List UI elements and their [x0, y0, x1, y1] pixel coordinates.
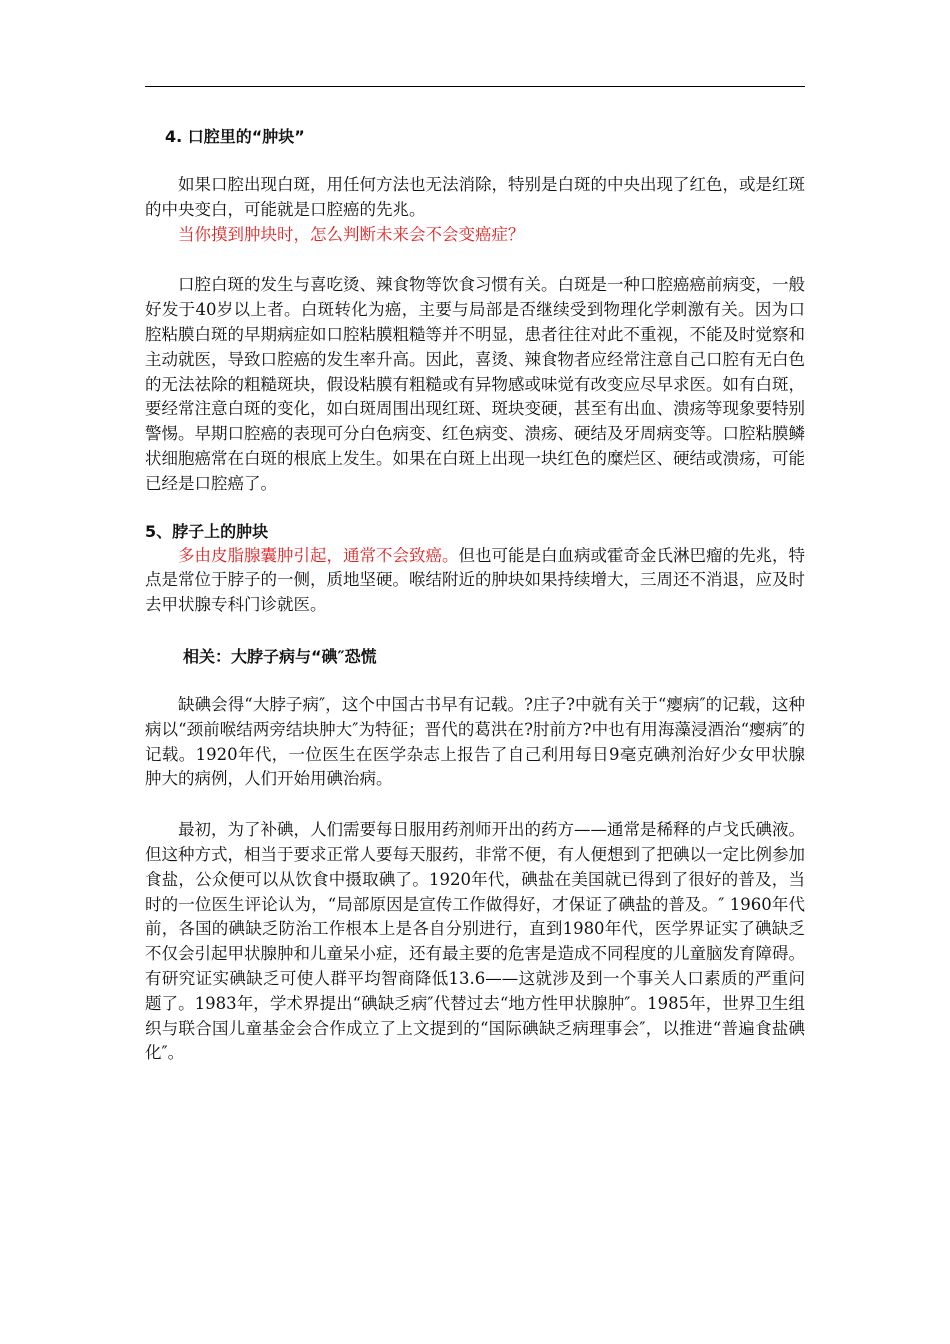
section-5-paragraph — [145, 544, 805, 618]
related-paragraph-2: 最初，为了补碘，人们需要每日服用药剂师开出的药方——通常是稀释的卢戈氏碘液。但这种方式，相当于要求正常人要每天服药，非常不便，有人便想到了把碘以一定比例参加食盐，公众便可以从饮食中摄取碘了。1920年代，碘盐在美国就已得到了很好的普及，当时的一位医生评论认为，“局部原因是宣传工作做得好，才保证了碘盐的普及。″ 1960年代前，各国的碘缺乏防治工作根本上是各自分别进行，直到1980年代，医学界证实了碘缺乏不仅会引起甲状腺肿和儿童呆小症，还有最主要的危害是造成不同程度的儿童脑发育障碍。有研究证实碘缺乏可使人群平均智商降低13.6——这就涉及到一个事关人口素质的严重问题了。1983年，学术界提出“碘缺乏病″代替过去“地方性甲状腺肿″。1985年，世界卫生组织与联合国儿童基金会合作成立了上文提到的“国际碘缺乏病理事会″，以推进“普遍食盐碘化″。 — [145, 820, 805, 1063]
section-4-question: 当你摸到肿块时，怎么判断未来会不会变癌症？ — [178, 224, 525, 244]
section-4-paragraph-1: 如果口腔出现白斑，用任何方法也无法消除，特别是白斑的中央出现了红色，或是红斑的中央变白，可能就是口腔癌的先兆。 — [145, 175, 805, 219]
related-heading: 相关：大脖子病与“碘″恐慌 — [183, 646, 377, 666]
section-5-heading: 5、脖子上的肿块 — [145, 521, 269, 541]
section-4-heading: 4. 口腔里的“肿块” — [165, 127, 305, 146]
document-body — [145, 124, 805, 1066]
section-4-paragraph-2: 口腔白斑的发生与喜吃烫、辣食物等饮食习惯有关。白斑是一种口腔癌癌前病变，一般好发于40岁以上者。白斑转化为癌，主要与局部是否继续受到物理化学刺激有关。因为口腔粘膜白斑的早期病症如口腔粘膜粗糙等并不明显，患者往往对此不重视，不能及时觉察和主动就医，导致口腔癌的发生率升高。因此，喜烫、辣食物者应经常注意自己口腔有无白色的无法祛除的粗糙斑块，假设粘膜有粗糙或有异物感或味觉有改变应尽早求医。如有白斑，要经常注意白斑的变化，如白斑周围出现红斑、斑块变硬，甚至有出血、溃疡等现象要特别警惕。早期口腔癌的表现可分白色病变、红色病变、溃疡、硬结及牙周病变等。口腔粘膜鳞状细胞癌常在白斑的根底上发生。如果在白斑上出现一块红色的糜烂区、硬结或溃疡，可能已经是口腔癌了。 — [145, 275, 805, 493]
section-5-highlight: 多由皮脂腺囊肿引起，通常不会致癌。 — [178, 545, 459, 565]
related-paragraph-1: 缺碘会得“大脖子病″，这个中国古书早有记载。?庄子?中就有关于“瘿病″的记载，这种病以“颈前喉结两旁结块肿大″为特征；晋代的葛洪在?肘前方?中也有用海藻浸酒治“瘿病″的记载。1920年代，一位医生在医学杂志上报告了自己利用每日9毫克碘剂治好少女甲状腺肿大的病例，人们开始用碘治病。 — [145, 694, 805, 789]
header-rule — [145, 86, 805, 87]
section-5-text: 但也可能是白血病或霍奇金氏淋巴瘤的先兆，特点是常位于脖子的一侧，质地坚硬。喉结附近的肿块如果持续增大，三周还不消退，应及时去甲状腺专科门诊就医。 — [145, 545, 805, 615]
